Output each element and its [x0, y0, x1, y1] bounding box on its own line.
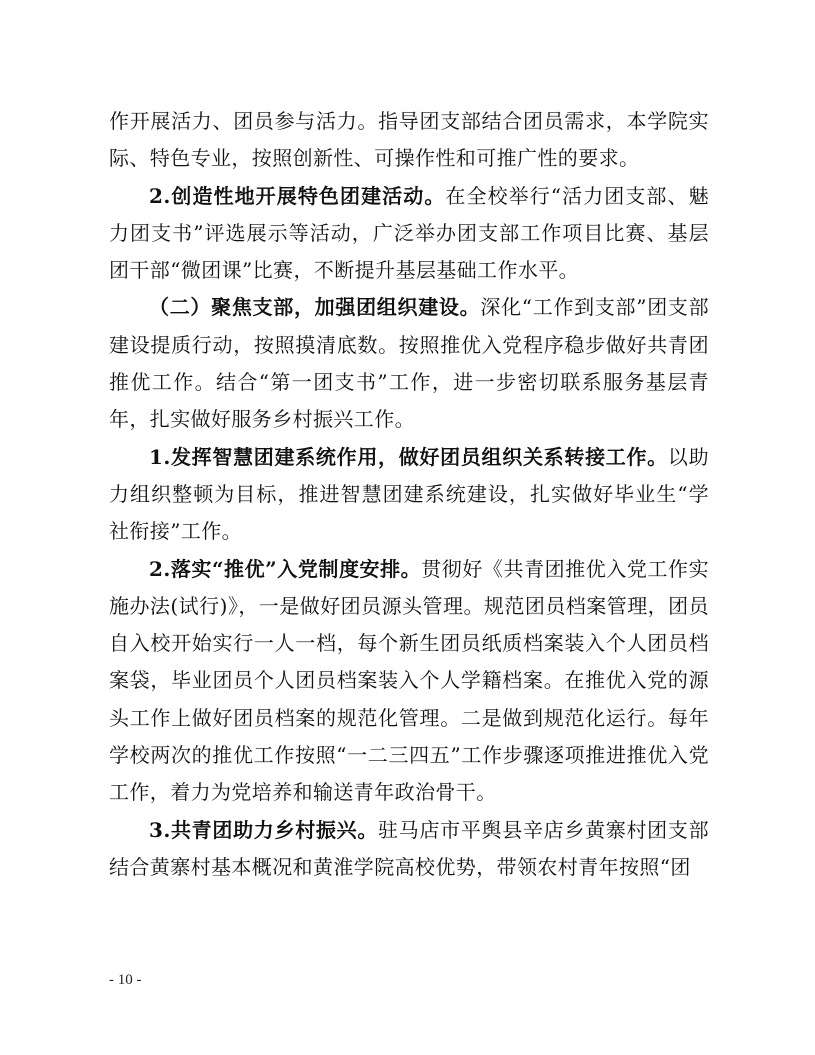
paragraph-text: 深化“工作到支部”团支部建设提质行动，按照摸清底数。按照推优入党程序稳步做好共青团推优工作。结合“第一团支书”工作，进一步密切联系服务基层青年，扎实做好服务乡村振兴工作。	[109, 295, 710, 432]
paragraph-heading: 3.共青团助力乡村振兴。	[149, 817, 379, 842]
paragraph-text: 以助力组织整顿为目标，推进智慧团建系统建设，扎实做好毕业生“学社衔接”工作。	[109, 444, 709, 544]
paragraph-text: 在全校举行“活力团支部、魅力团支书”评选展示等活动，广泛举办团支部工作项目比赛、基层团干部“微团课”比赛，不断提升基层基础工作水平。	[109, 183, 709, 283]
paragraph-text: 作开展活力、团员参与活力。指导团支部结合团员需求，本学院实际、特色专业，按照创新性、可操作性和可推广性的要求。	[109, 109, 709, 171]
page-number: - 10 -	[109, 972, 142, 988]
paragraph-continuation	[109, 103, 709, 178]
paragraph-item-2-creative-activities	[109, 178, 709, 290]
paragraph-text: 驻马店市平舆县辛店乡黄寨村团支部结合黄寨村基本概况和黄淮学院高校优势，带领农村青年按照“团	[109, 817, 709, 879]
paragraph-heading: 1.发挥智慧团建系统作用，做好团员组织关系转接工作。	[149, 444, 668, 469]
paragraph-text: 贯彻好《共青团推优入党工作实施办法(试行)》，一是做好团员源头管理。规范团员档案管理，团员自入校开始实行一人一档，每个新生团员纸质档案装入个人团员档案袋，毕业团员个人团员档案装入个人学籍档案。在推优入党的源头工作上做好团员档案的规范化管理。二是做到规范化运行。每年学校两次的推优工作按照“一二三四五”工作步骤逐项推进推优入党工作，着力为党培养和输送青年政治骨干。	[109, 556, 710, 805]
paragraph-heading: 2.创造性地开展特色团建活动。	[149, 183, 446, 208]
paragraph-heading: 2.落实“推优”入党制度安排。	[149, 556, 422, 581]
paragraph-item-1-smart-league	[109, 439, 709, 551]
section-heading-paragraph-two	[109, 289, 709, 438]
section-heading: （二）聚焦支部，加强团组织建设。	[149, 295, 481, 320]
paragraph-item-3-rural-revitalization	[109, 812, 709, 887]
paragraph-item-2-recommendation	[109, 551, 709, 812]
document-body	[109, 103, 709, 886]
